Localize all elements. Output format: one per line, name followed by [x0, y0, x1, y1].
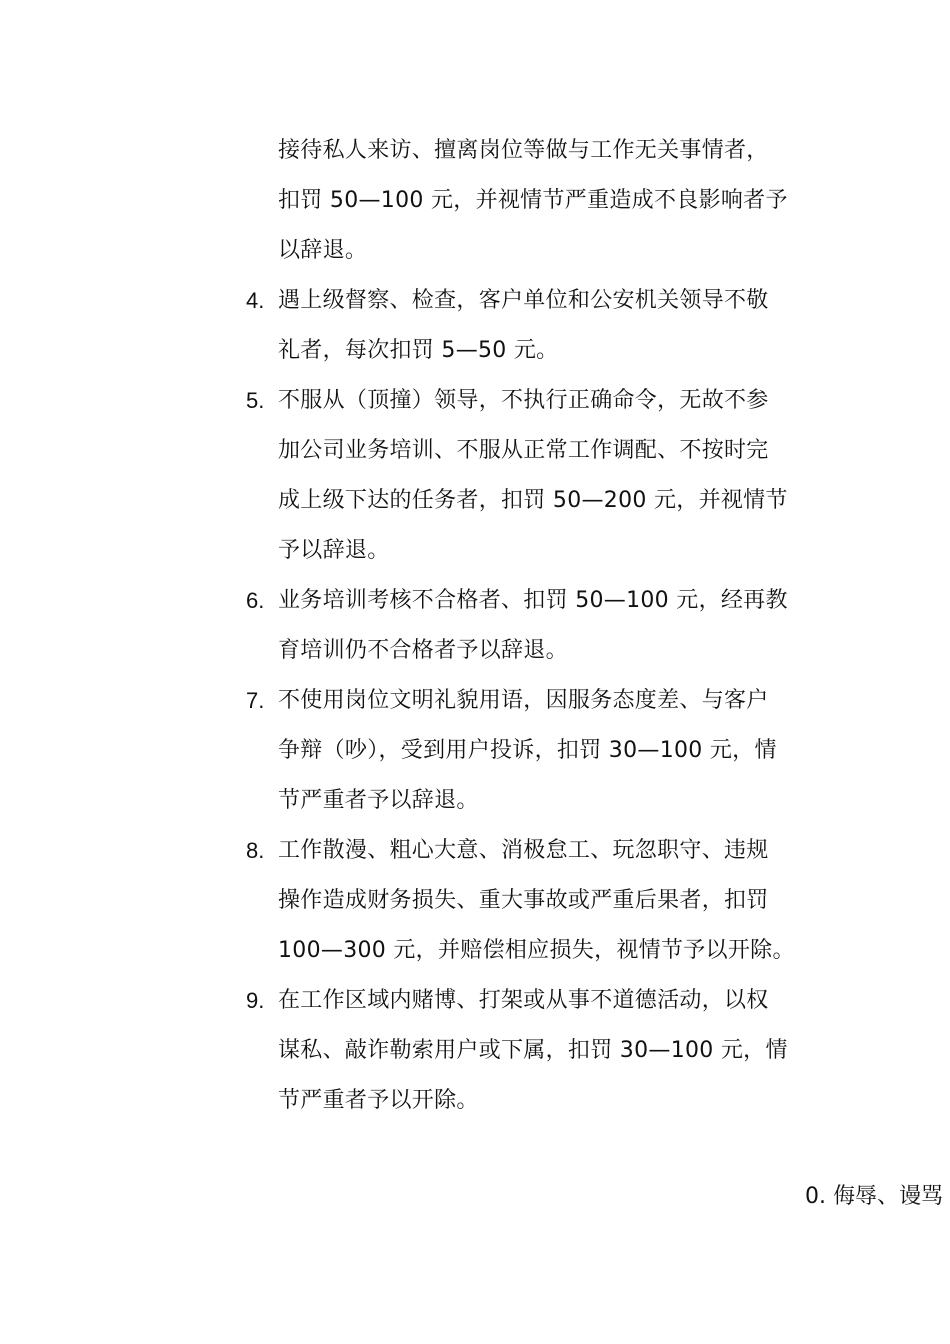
list-item-line: 不服从（顶撞）领导，不执行正确命令，无故不参: [278, 388, 769, 413]
list-item-line: 遇上级督察、检查，客户单位和公安机关领导不敬: [278, 288, 769, 313]
list-item-number: 8.: [246, 838, 265, 863]
continuation-line: 接待私人来访、擅离岗位等做与工作无关事情者，: [278, 138, 769, 163]
list-item-line: 在工作区域内赌博、打架或从事不道德活动，以权: [278, 988, 769, 1013]
list-item-line: 操作造成财务损失、重大事故或严重后果者，扣罚: [278, 888, 769, 913]
list-item-number: 5.: [246, 388, 265, 413]
overflow-text: 0. 侮辱、谩骂: [805, 1184, 943, 1209]
list-item-line: 100—300 元，并赔偿相应损失，视情节予以开除。: [278, 938, 795, 963]
list-item-line: 成上级下达的任务者，扣罚 50—200 元，并视情节: [278, 488, 788, 513]
list-item-number: 6.: [246, 588, 265, 613]
list-item-number: 9.: [246, 988, 265, 1013]
list-item-line: 育培训仍不合格者予以辞退。: [278, 638, 568, 663]
list-item-number: 4.: [246, 288, 265, 313]
list-item-line: 不使用岗位文明礼貌用语，因服务态度差、与客户: [278, 688, 769, 713]
list-item-line: 工作散漫、粗心大意、消极怠工、玩忽职守、违规: [278, 838, 769, 863]
list-item-line: 节严重者予以开除。: [278, 1088, 479, 1113]
list-item-line: 礼者，每次扣罚 5—50 元。: [278, 338, 559, 363]
list-item-line: 业务培训考核不合格者、扣罚 50—100 元，经再教: [278, 588, 788, 613]
list-item-line: 谋私、敲诈勒索用户或下属，扣罚 30—100 元，情: [278, 1038, 788, 1063]
list-item-number: 7.: [246, 688, 265, 713]
continuation-line: 以辞退。: [278, 238, 368, 263]
list-item-line: 加公司业务培训、不服从正常工作调配、不按时完: [278, 438, 769, 463]
continuation-line: 扣罚 50—100 元，并视情节严重造成不良影响者予: [278, 188, 788, 213]
list-item-line: 予以辞退。: [278, 538, 390, 563]
list-item-line: 节严重者予以辞退。: [278, 788, 479, 813]
list-item-line: 争辩（吵），受到用户投诉，扣罚 30—100 元，情: [278, 738, 777, 763]
